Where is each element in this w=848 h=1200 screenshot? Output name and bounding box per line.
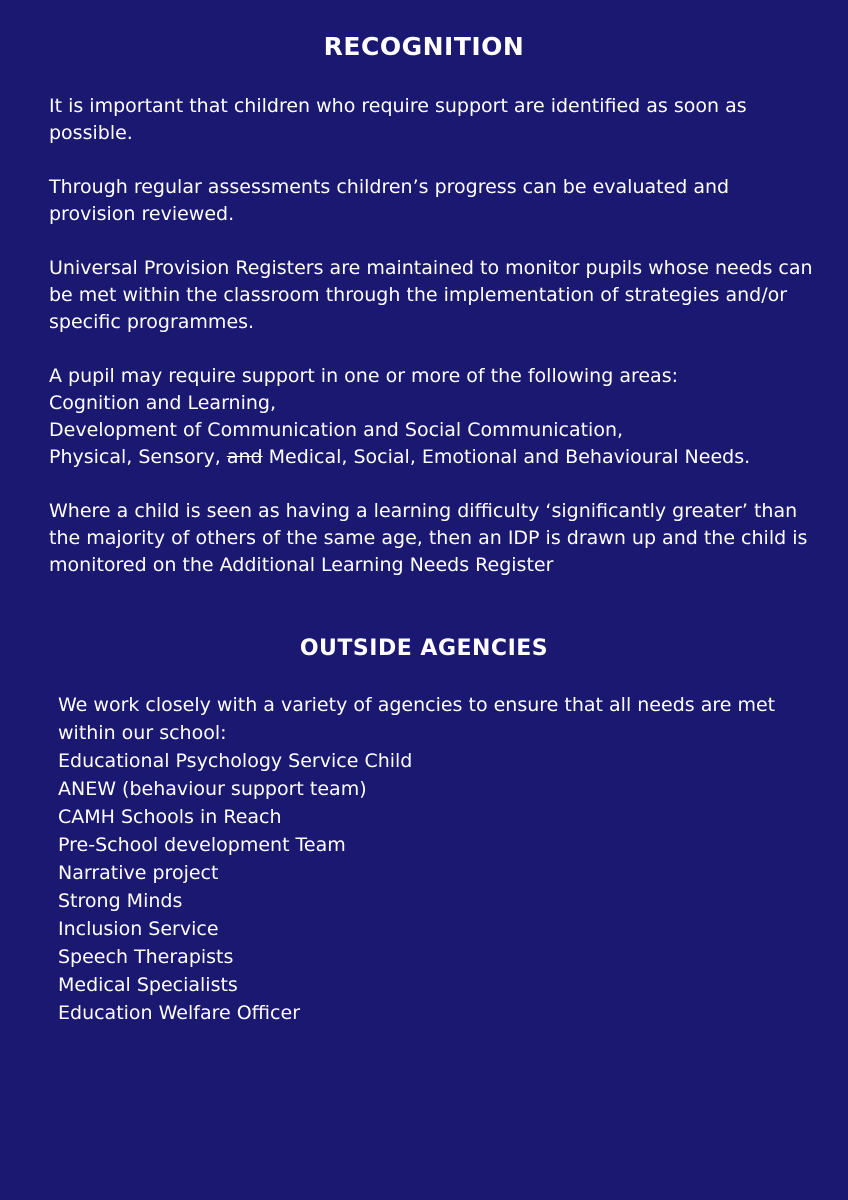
support-area-physical	[49, 444, 819, 471]
recognition-paragraph-4	[49, 363, 819, 471]
agency-list	[58, 747, 818, 1027]
agency-item: Educational Psychology Service Child	[58, 750, 413, 772]
support-area-cognition: Cognition and Learning,	[49, 392, 277, 414]
agency-item: Pre-School development Team	[58, 834, 346, 856]
agency-item: Speech Therapists	[58, 946, 234, 968]
outside-agencies-section	[58, 691, 818, 1027]
recognition-section	[49, 93, 819, 579]
support-area-physical-start: Physical, Sensory,	[49, 446, 227, 468]
recognition-heading: RECOGNITION	[323, 32, 525, 61]
agency-item: Narrative project	[58, 862, 219, 884]
agencies-intro: We work closely with a variety of agencies to ensure that all needs are met within our school:	[58, 694, 776, 744]
agency-item: CAMH Schools in Reach	[58, 806, 282, 828]
support-area-communication: Development of Communication and Social Communication,	[49, 419, 624, 441]
agency-item: Medical Specialists	[58, 974, 238, 996]
struck-word: and	[226, 446, 263, 468]
agency-item: Strong Minds	[58, 890, 183, 912]
recognition-paragraph-2: Through regular assessments children’s progress can be evaluated and provision reviewed.	[49, 176, 730, 225]
agency-item: ANEW (behaviour support team)	[58, 778, 367, 800]
support-areas-intro: A pupil may require support in one or more of the following areas:	[49, 365, 678, 387]
outside-agencies-heading: OUTSIDE AGENCIES	[299, 636, 549, 661]
recognition-paragraph-1: It is important that children who require support are identified as soon as possible.	[49, 95, 747, 144]
agency-item: Education Welfare Officer	[58, 1002, 300, 1024]
support-area-physical-end: Medical, Social, Emotional and Behavioural Needs.	[262, 446, 751, 468]
recognition-paragraph-5: Where a child is seen as having a learning difficulty ‘significantly greater’ than the majority of others of the same age, then an IDP is drawn up and the child is monitored on the Additional Learning Needs Register	[49, 500, 808, 576]
agency-item: Inclusion Service	[58, 918, 219, 940]
recognition-paragraph-3: Universal Provision Registers are maintained to monitor pupils whose needs can be met within the classroom through the implementation of strategies and/or specific programmes.	[49, 257, 813, 333]
